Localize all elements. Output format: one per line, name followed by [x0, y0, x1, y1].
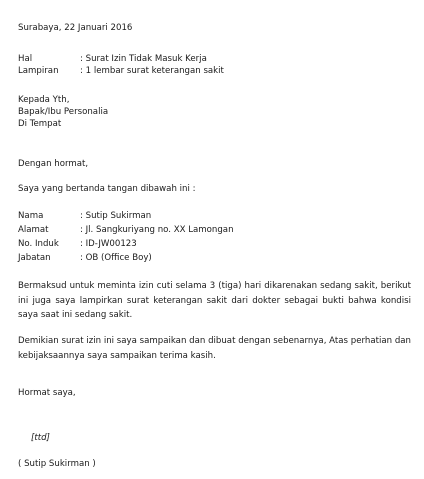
- identity-row-name: [18, 210, 151, 222]
- identity-name-label: Nama: [18, 211, 44, 221]
- attachment-label: Lampiran: [18, 66, 59, 76]
- intro-line: Saya yang bertanda tangan dibawah ini :: [18, 184, 196, 194]
- signature-placeholder: [ttd]: [31, 433, 50, 443]
- identity-position-label: Jabatan: [18, 253, 51, 263]
- recipient-line-1: Kepada Yth,: [18, 95, 70, 105]
- identity-address-value: : Jl. Sangkuriyang no. XX Lamongan: [80, 225, 234, 235]
- identity-row-position: [18, 252, 152, 264]
- identity-row-id: [18, 238, 137, 250]
- attachment-row: [18, 65, 224, 77]
- closing-line: Hormat saya,: [18, 388, 76, 398]
- identity-id-value: : ID-JW00123: [80, 239, 137, 249]
- subject-row: [18, 53, 207, 65]
- date-line: Surabaya, 22 Januari 2016: [18, 23, 133, 33]
- subject-label: Hal: [18, 54, 33, 64]
- subject-value: : Surat Izin Tidak Masuk Kerja: [80, 54, 207, 64]
- body-paragraph-2: Demikian surat izin ini saya sampaikan dan dibuat dengan sebenarnya, Atas perhatian dan kebijaksaannya saya sampaikan terima kasih.: [18, 336, 411, 361]
- identity-position-value: : OB (Office Boy): [80, 253, 152, 263]
- recipient-line-3: Di Tempat: [18, 119, 62, 129]
- greeting: Dengan hormat,: [18, 159, 89, 169]
- attachment-value: : 1 lembar surat keterangan sakit: [80, 66, 224, 76]
- identity-row-address: [18, 224, 234, 236]
- body-paragraph-1: Bermaksud untuk meminta izin cuti selama 3 (tiga) hari dikarenakan sedang sakit, berikut ini juga saya lampirkan surat keterangan sakit dari dokter sebagai bukti bahwa kondisi saya saat ini sedang sakit.: [18, 281, 411, 320]
- identity-name-value: : Sutip Sukirman: [80, 211, 152, 221]
- identity-address-label: Alamat: [18, 225, 49, 235]
- identity-id-label: No. Induk: [18, 239, 59, 249]
- signatory-name: ( Sutip Sukirman ): [18, 459, 96, 469]
- recipient-line-2: Bapak/Ibu Personalia: [18, 107, 109, 117]
